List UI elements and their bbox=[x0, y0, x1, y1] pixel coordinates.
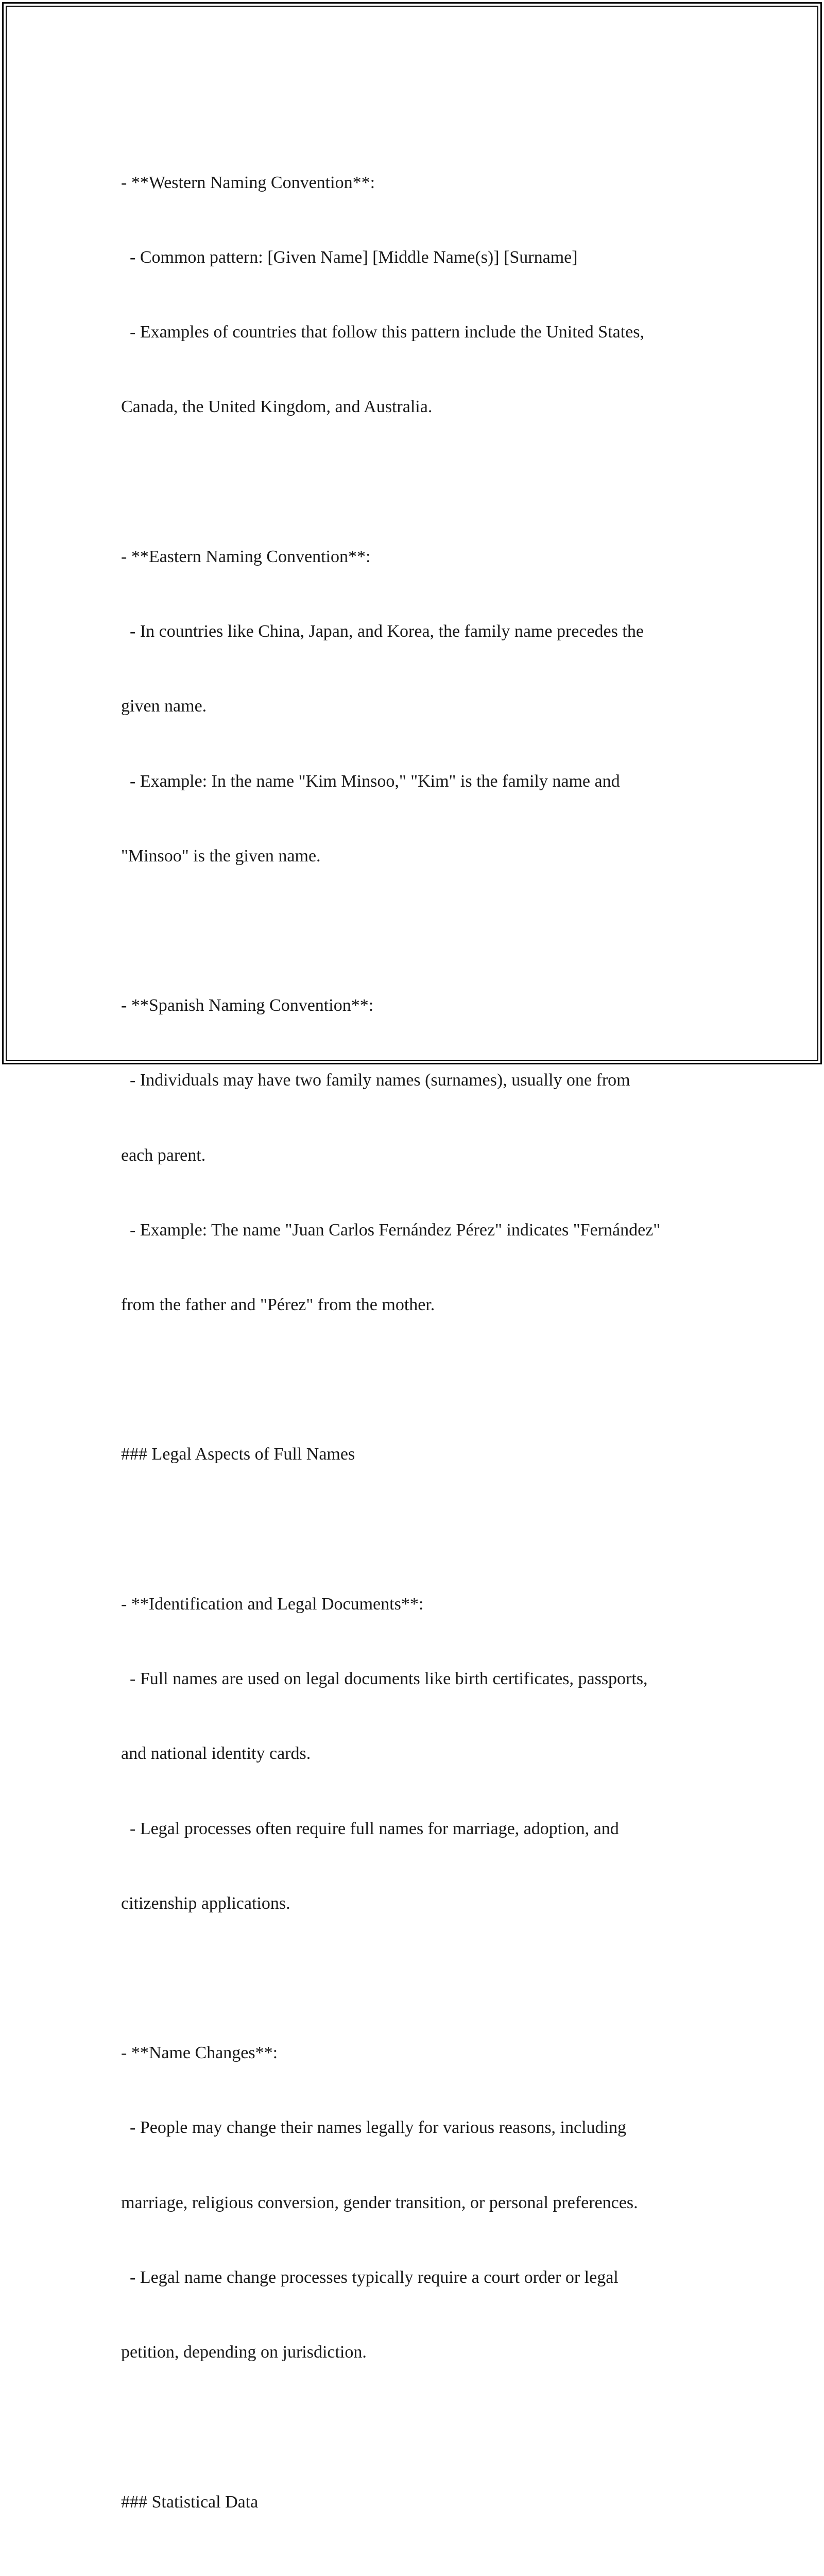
blank-line bbox=[121, 919, 729, 943]
blank-line bbox=[121, 1517, 729, 1542]
text-line: - Example: The name "Juan Carlos Fernández Pérez" indicates "Fernández" bbox=[121, 1220, 661, 1240]
text-line: - **Name Changes**: bbox=[121, 2043, 278, 2063]
section-heading: ### Legal Aspects of Full Names bbox=[121, 1445, 355, 1464]
document-body bbox=[121, 121, 729, 2576]
text-line: "Minsoo" is the given name. bbox=[121, 846, 321, 866]
text-line: - **Western Naming Convention**: bbox=[121, 173, 375, 192]
text-line: - **Eastern Naming Convention**: bbox=[121, 547, 371, 566]
text-line: given name. bbox=[121, 697, 207, 716]
blank-line bbox=[121, 2415, 729, 2439]
blank-line bbox=[121, 470, 729, 495]
text-line: - Examples of countries that follow this pattern include the United States, bbox=[121, 323, 644, 342]
text-line: - People may change their names legally for various reasons, including bbox=[121, 2118, 626, 2138]
text-line: - **Identification and Legal Documents**: bbox=[121, 1594, 424, 1614]
text-line: - Example: In the name "Kim Minsoo," "Kim" is the family name and bbox=[121, 771, 620, 791]
text-line: from the father and "Pérez" from the mother. bbox=[121, 1295, 435, 1315]
text-line: - **Spanish Naming Convention**: bbox=[121, 996, 374, 1015]
text-line: - Common pattern: [Given Name] [Middle Name(s)] [Surname] bbox=[121, 248, 578, 267]
text-line: - Full names are used on legal documents like birth certificates, passports, bbox=[121, 1669, 648, 1689]
section-heading: ### Statistical Data bbox=[121, 2492, 259, 2512]
text-line: citizenship applications. bbox=[121, 1893, 290, 1913]
text-line: marriage, religious conversion, gender transition, or personal preferences. bbox=[121, 2193, 638, 2212]
blank-line bbox=[121, 1367, 729, 1392]
blank-line bbox=[121, 2565, 729, 2576]
text-line: Canada, the United Kingdom, and Australia. bbox=[121, 397, 433, 417]
blank-line bbox=[121, 1966, 729, 1991]
text-line: - Legal name change processes typically require a court order or legal bbox=[121, 2267, 619, 2287]
text-line: - In countries like China, Japan, and Korea, the family name precedes the bbox=[121, 622, 644, 641]
text-line: - Legal processes often require full names for marriage, adoption, and bbox=[121, 1819, 619, 1838]
text-line: each parent. bbox=[121, 1145, 206, 1165]
text-line: and national identity cards. bbox=[121, 1744, 311, 1764]
text-line: - Individuals may have two family names (surnames), usually one from bbox=[121, 1071, 630, 1090]
text-line: petition, depending on jurisdiction. bbox=[121, 2343, 367, 2362]
